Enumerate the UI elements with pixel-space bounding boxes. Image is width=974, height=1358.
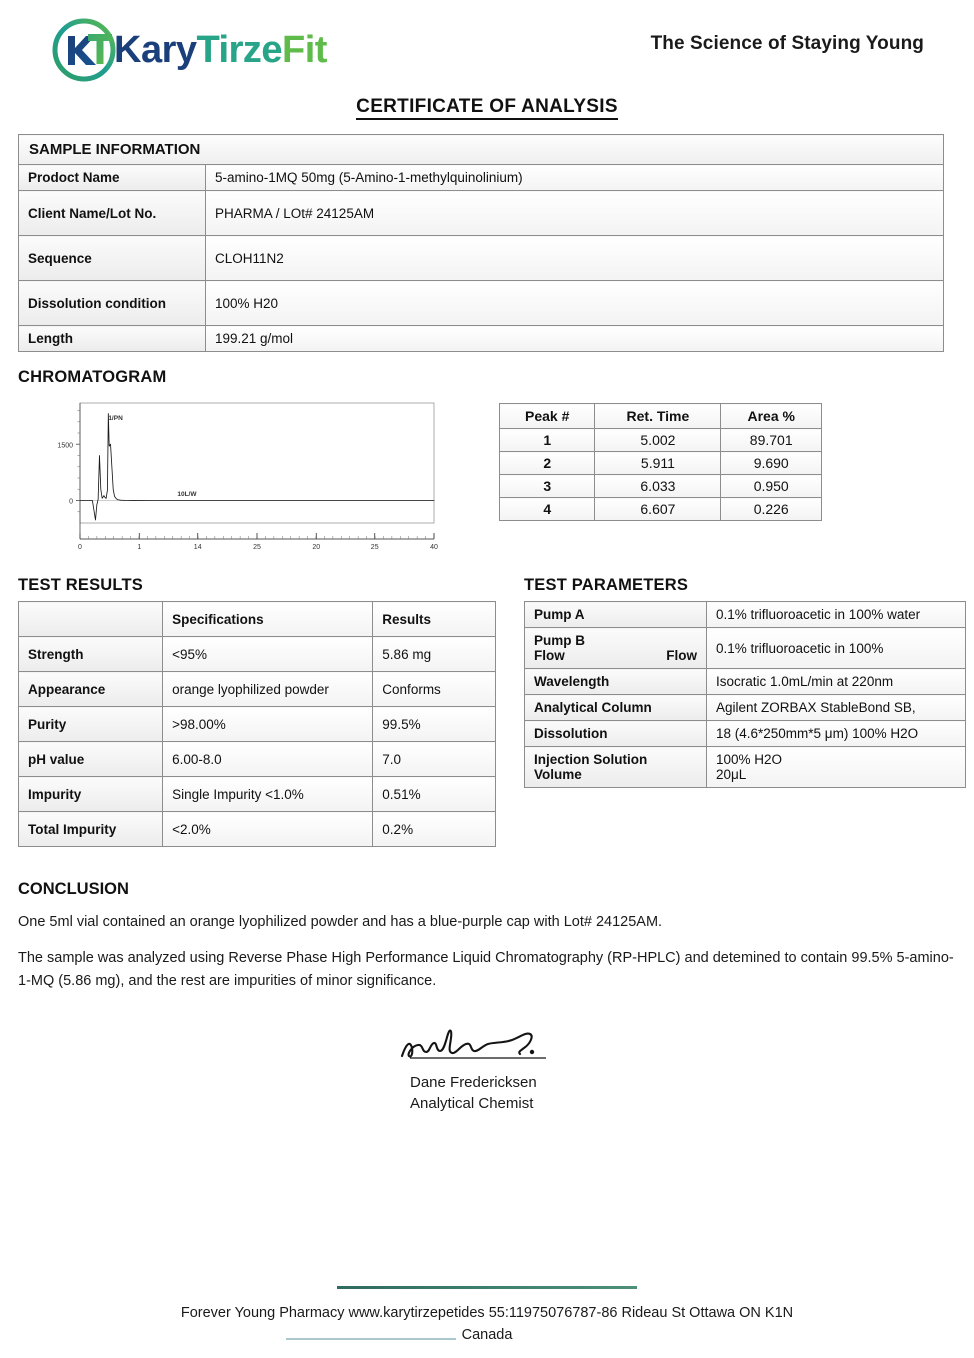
table-header-row (19, 602, 496, 637)
tp-value-analytical-column: Agilent ZORBAX StableBond SB, (707, 695, 966, 721)
tp-value-injection-solution: 100% H2O (716, 752, 783, 767)
peak-table-wrapper (499, 403, 822, 521)
test-results-heading: TEST RESULTS (18, 576, 143, 594)
conclusion-paragraph-1: One 5ml vial contained an orange lyophilized powder and has a blue-purple cap with Lot# 24125AM. (18, 914, 663, 930)
row-label-dissolution-condition: Dissolution condition (19, 281, 206, 326)
table-row (500, 452, 822, 475)
svg-text:25: 25 (253, 544, 261, 551)
svg-text:1500: 1500 (57, 442, 73, 450)
tr-col-header-results: Results (373, 602, 496, 637)
peak-ret-time: 6.033 (595, 475, 721, 498)
table-row (19, 777, 496, 812)
row-label-product-name: Prodoct Name (19, 165, 206, 191)
svg-text:0: 0 (78, 544, 82, 551)
brand-tagline: The Science of Staying Young (650, 33, 924, 54)
tr-result-strength: 5.86 mg (373, 637, 496, 672)
peak-col-header-rettime: Ret. Time (595, 404, 721, 429)
tr-result-appearance: Conforms (373, 672, 496, 707)
tr-name-total-impurity: Total Impurity (19, 812, 163, 847)
tr-spec-impurity: Single Impurity <1.0% (163, 777, 373, 812)
table-row (500, 429, 822, 452)
table-row (19, 742, 496, 777)
peak-ret-time: 6.607 (595, 498, 721, 521)
tr-spec-strength: <95% (163, 637, 373, 672)
table-row (19, 165, 944, 191)
test-parameters-table (524, 601, 966, 788)
brand-word-fit: Fit (282, 29, 327, 71)
signature-image (396, 1018, 696, 1070)
chromatogram-heading: CHROMATOGRAM (18, 368, 167, 386)
tp-label-analytical-column: Analytical Column (525, 695, 707, 721)
footer-country-line (462, 1327, 513, 1343)
tp-value-wavelength: Isocratic 1.0mL/min at 220nm (707, 669, 966, 695)
row-value-product-name: 5-amino-1MQ 50mg (5-Amino-1-methylquinolinium) (206, 165, 944, 191)
tr-spec-total-impurity: <2.0% (163, 812, 373, 847)
row-value-dissolution-condition: 100% H20 (206, 281, 944, 326)
row-label-client-lot: Client Name/Lot No. (19, 191, 206, 236)
conclusion-heading: CONCLUSION (18, 880, 129, 898)
table-row (525, 628, 966, 669)
test-parameters-section (524, 576, 966, 788)
peak-area: 0.226 (721, 498, 822, 521)
page-footer (0, 1286, 974, 1344)
tr-name-appearance: Appearance (19, 672, 163, 707)
page-header (0, 0, 974, 92)
row-value-client-lot: PHARMA / LOt# 24125AM (206, 191, 944, 236)
tr-name-purity: Purity (19, 707, 163, 742)
conclusion-section (18, 880, 956, 1112)
tp-label-flow-right: Flow (666, 648, 697, 663)
results-parameters-section (18, 576, 956, 876)
table-row (19, 672, 496, 707)
table-row (19, 281, 944, 326)
brand-word-tirze: Tirze (196, 29, 283, 71)
svg-text:10L/W: 10L/W (177, 491, 197, 498)
footer-country-text: Canada (461, 1327, 513, 1343)
sample-information-section (18, 134, 956, 352)
tp-label-flow-left: Flow (534, 648, 565, 663)
svg-text:20: 20 (312, 544, 321, 551)
svg-text:40: 40 (430, 544, 438, 551)
peak-number: 3 (500, 475, 595, 498)
tp-label-pump-b (525, 628, 707, 669)
test-results-table (18, 601, 496, 847)
svg-text:1/PN: 1/PN (108, 414, 123, 422)
svg-text:1: 1 (137, 544, 142, 551)
tp-label-dissolution: Dissolution (525, 721, 707, 747)
tp-value-volume: 20μL (716, 767, 747, 782)
tr-spec-appearance: orange lyophilized powder (163, 672, 373, 707)
kt-monogram-icon (48, 14, 120, 86)
row-value-sequence: CLOH11N2 (206, 236, 944, 281)
peak-table (499, 403, 822, 521)
brand-logo (48, 14, 327, 86)
table-row (525, 747, 966, 788)
tp-label-pump-a: Pump A (525, 602, 707, 628)
svg-text:14: 14 (193, 544, 202, 551)
footer-divider-secondary (286, 1338, 456, 1340)
tp-value-pump-b: 0.1% trifluoroacetic in 100% (707, 628, 966, 669)
sample-information-title: SAMPLE INFORMATION (19, 135, 944, 165)
tp-value-pump-a: 0.1% trifluoroacetic in 100% water (707, 602, 966, 628)
peak-area: 0.950 (721, 475, 822, 498)
row-label-length: Length (19, 326, 206, 352)
peak-number: 4 (500, 498, 595, 521)
brand-wordmark (114, 31, 327, 69)
peak-area: 9.690 (721, 452, 822, 475)
table-row (19, 637, 496, 672)
tp-label-injection-volume (525, 747, 707, 788)
table-row (19, 191, 944, 236)
peak-area: 89.701 (721, 429, 822, 452)
brand-word-kary: Kary (114, 29, 197, 71)
signature-role: Analytical Chemist (410, 1095, 534, 1113)
table-row (525, 695, 966, 721)
tp-label-volume: Volume (534, 767, 582, 782)
tp-label-pump-b-line1: Pump B (534, 633, 586, 648)
table-header-row (500, 404, 822, 429)
table-row (500, 498, 822, 521)
tp-label-wavelength: Wavelength (525, 669, 707, 695)
table-row (19, 707, 496, 742)
peak-ret-time: 5.911 (595, 452, 721, 475)
table-row (525, 669, 966, 695)
tr-spec-purity: >98.00% (163, 707, 373, 742)
tr-spec-ph: 6.00-8.0 (163, 742, 373, 777)
peak-number: 2 (500, 452, 595, 475)
footer-address-line: Forever Young Pharmacy www.karytirzepetides 55:11975076787-86 Rideau St Ottawa ON K1N (180, 1305, 794, 1321)
test-parameters-heading: TEST PARAMETERS (524, 576, 689, 594)
tp-value-injection-volume (707, 747, 966, 788)
chromatogram-section (18, 395, 956, 570)
row-value-length: 199.21 g/mol (206, 326, 944, 352)
svg-text:0: 0 (69, 498, 73, 506)
table-row (19, 236, 944, 281)
page-title-text: CERTIFICATE OF ANALYSIS (356, 96, 618, 120)
peak-number: 1 (500, 429, 595, 452)
conclusion-paragraph-2: The sample was analyzed using Reverse Phase High Performance Liquid Chromatography (RP-HPLC) and detemined to contain 99.5% 5-amino-1-MQ (5.86 mg), and the rest are impurities of minor significance. (18, 950, 954, 989)
tr-result-purity: 99.5% (373, 707, 496, 742)
tr-result-total-impurity: 0.2% (373, 812, 496, 847)
peak-col-header-area: Area % (721, 404, 822, 429)
peak-col-header-number: Peak # (500, 404, 595, 429)
table-row (19, 135, 944, 165)
tr-result-impurity: 0.51% (373, 777, 496, 812)
peak-ret-time: 5.002 (595, 429, 721, 452)
table-row (500, 475, 822, 498)
signature-block (396, 1018, 696, 1112)
row-label-sequence: Sequence (19, 236, 206, 281)
tr-col-header-blank (19, 602, 163, 637)
footer-divider (337, 1286, 637, 1289)
tp-label-injection-solution: Injection Solution (534, 752, 648, 767)
tr-name-ph: pH value (19, 742, 163, 777)
table-row (525, 602, 966, 628)
table-row (19, 326, 944, 352)
tr-name-strength: Strength (19, 637, 163, 672)
test-results-section (18, 576, 496, 847)
tr-result-ph: 7.0 (373, 742, 496, 777)
table-row (525, 721, 966, 747)
svg-text:25: 25 (370, 544, 379, 551)
tr-col-header-specifications: Specifications (163, 602, 373, 637)
sample-information-table (18, 134, 944, 352)
tr-name-impurity: Impurity (19, 777, 163, 812)
table-row (19, 812, 496, 847)
signature-name: Dane Fredericksen (410, 1074, 537, 1092)
tp-value-dissolution: 18 (4.6*250mm*5 μm) 100% H2O (707, 721, 966, 747)
page-title (0, 96, 974, 118)
chromatogram-plot (38, 395, 438, 555)
